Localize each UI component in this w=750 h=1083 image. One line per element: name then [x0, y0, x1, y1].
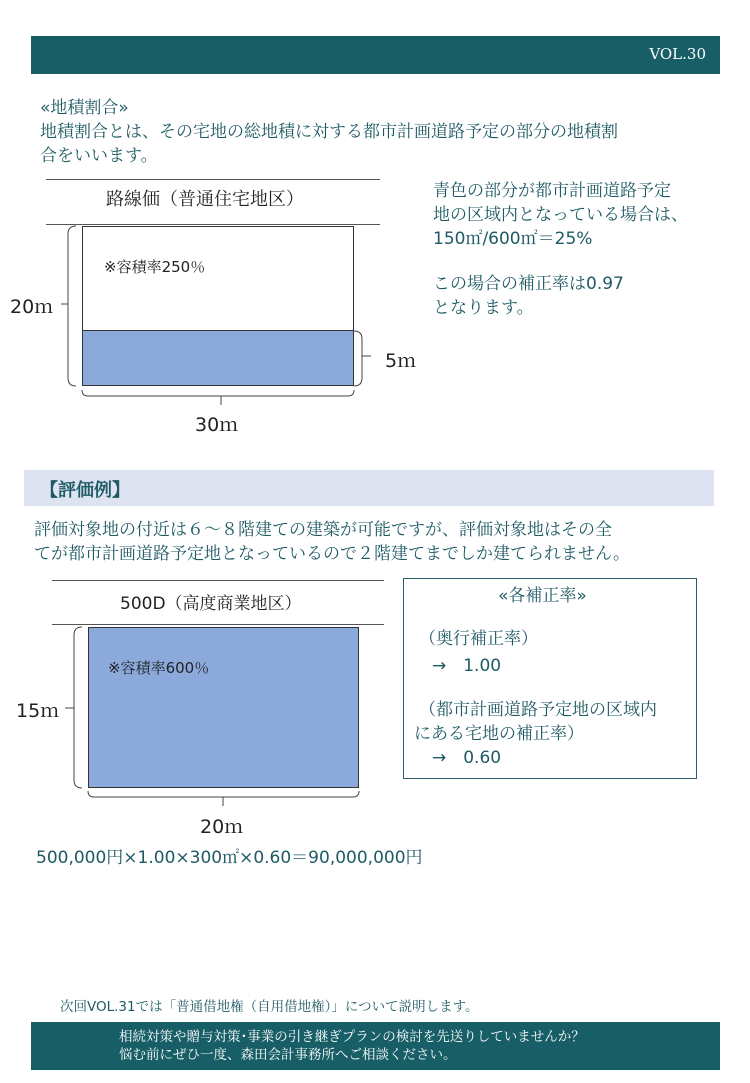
- rate-item2-label-line2: にある宅地の補正率）: [414, 724, 584, 744]
- explanation-line5: となります。: [433, 298, 534, 318]
- road-line-top-2: [52, 580, 384, 581]
- floor-area-ratio-note: ※容積率250％: [104, 258, 206, 276]
- depth-label-2: 15ｍ: [16, 700, 60, 722]
- strip-depth-label: 5ｍ: [385, 350, 417, 372]
- next-issue-note: 次回VOL.31では「普通借地権（自用借地権）」について説明します。: [60, 999, 479, 1015]
- explanation-line1: 青色の部分が都市計画道路予定: [433, 181, 671, 201]
- rate-item1-label: （奥行補正率）: [419, 629, 538, 649]
- footer-line1: 相続対策や贈与対策･事業の引き継ぎプランの検討を先送りしていませんか？: [119, 1029, 585, 1045]
- explanation-line2: 地の区域内となっている場合は、: [433, 205, 688, 225]
- explanation-line4: この場合の補正率は0.97: [433, 274, 624, 294]
- road-label-2: 500D（高度商業地区）: [120, 594, 302, 614]
- road-label: 路線価（普通住宅地区）: [106, 189, 304, 210]
- footer-bar: [31, 1022, 720, 1070]
- section2-description-line1: 評価対象地の付近は６～８階建ての建築が可能ですが、評価対象地はその全: [34, 520, 612, 540]
- footer-text: [119, 1028, 585, 1064]
- rate-item2-label-line1: （都市計画道路予定地の区域内: [419, 700, 657, 720]
- section2-title: 【評価例】: [40, 480, 130, 501]
- explanation-line3: 150㎡/600㎡＝25%: [433, 229, 593, 249]
- footer-line2: 悩む前にぜひ一度、森田会計事務所へご相談ください。: [119, 1047, 457, 1063]
- section2-description-line2: てが都市計画道路予定地となっているので２階建てまでしか建てられません。: [34, 544, 631, 564]
- width-label-1: 30ｍ: [195, 414, 239, 436]
- correction-rates-box: [403, 578, 697, 779]
- section-band: [24, 470, 714, 506]
- section1-description-line2: 合をいいます。: [40, 146, 158, 166]
- road-line-bottom-2: [52, 624, 384, 625]
- volume-label: VOL.30: [649, 45, 706, 63]
- floor-area-ratio-note-2: ※容積率600％: [108, 659, 210, 677]
- depth-label-1: 20ｍ: [10, 296, 54, 318]
- section1-heading: «地積割合»: [40, 98, 129, 118]
- valuation-formula: 500,000円×1.00×300㎡×0.60＝90,000,000円: [36, 848, 423, 868]
- section1-description-line1: 地積割合とは、その宅地の総地積に対する都市計画道路予定の部分の地積割: [40, 122, 618, 142]
- land-plot-2: [88, 627, 359, 788]
- width-label-2: 20ｍ: [200, 816, 244, 838]
- rate-item2-value: → 0.60: [432, 748, 502, 768]
- rates-box-title: «各補正率»: [498, 586, 587, 606]
- rate-item1-value: → 1.00: [432, 656, 502, 676]
